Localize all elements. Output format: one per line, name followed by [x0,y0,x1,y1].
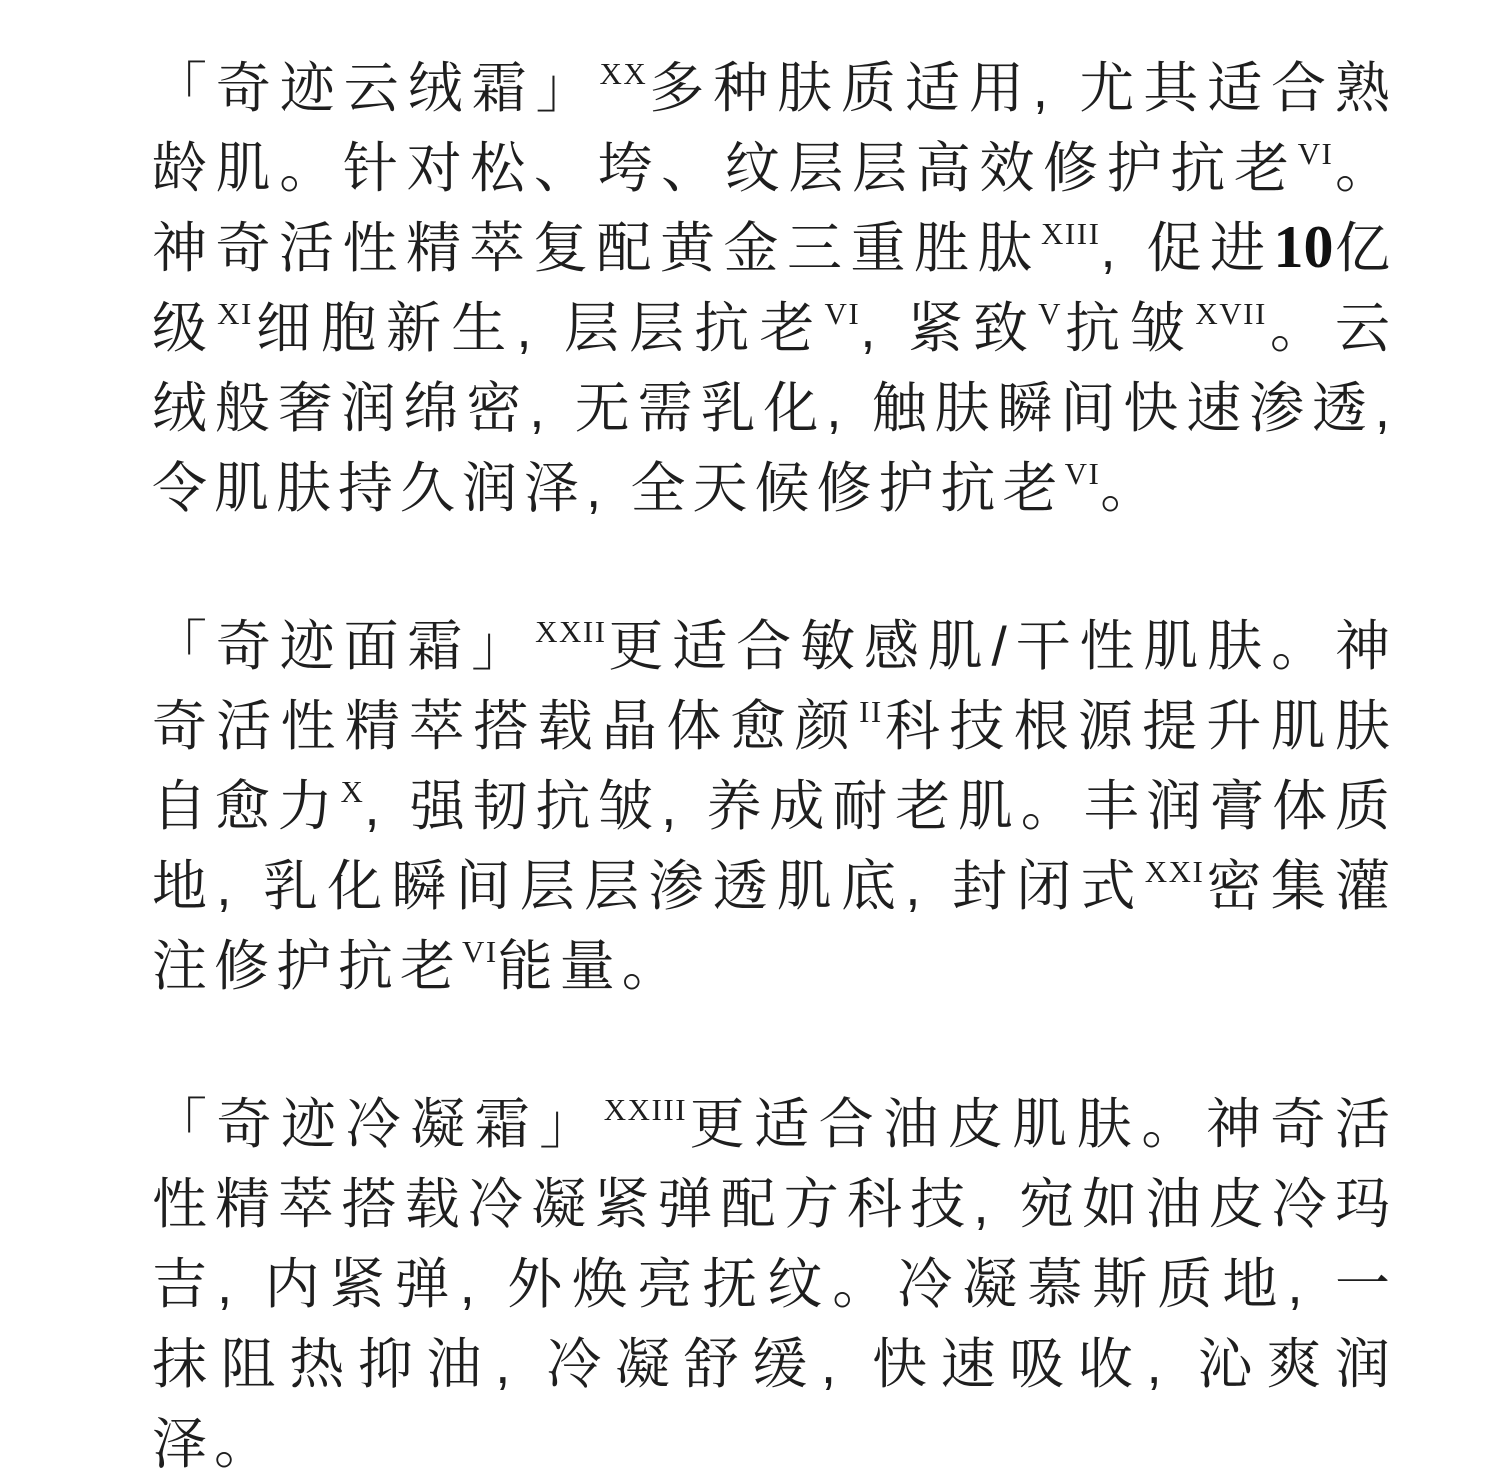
text-run: 科技根源提升肌肤自愈力 [152,695,1397,837]
text-run: , 促进 [1100,217,1274,279]
serif-number: 10 [1273,214,1334,280]
footnote-superscript: VI [1064,456,1101,491]
text-run: 抗皱 [1062,297,1196,359]
text-run: 能量。 [497,935,684,997]
document-body [152,0,1397,1484]
footnote-superscript: VI [462,934,498,969]
footnote-superscript: XXIII [603,1092,688,1127]
footnote-superscript: XVII [1195,296,1267,331]
footnote-superscript: XXI [1144,854,1205,889]
footnote-superscript: V [1038,296,1062,331]
text-run: 。 [1100,457,1163,519]
footnote-superscript: II [859,694,883,729]
text-run: 细胞新生, 层层抗老 [252,297,825,359]
footnote-superscript: VI [1297,136,1334,171]
miracle-face-cream-paragraph [152,606,1397,1006]
text-run: 「奇迹冷凝霜」 [152,1093,604,1155]
text-run: 。神奇活性精萃复配黄金三重胜肽 [152,137,1397,279]
text-run: 「奇迹面霜」 [152,615,536,677]
text-run: 更适合敏感肌/干性肌肤。神奇活性精萃搭载晶体愈颜 [152,615,1397,757]
text-run: 。云绒般奢润绵密, 无需乳化, 触肤瞬间快速渗透, 令肌肤持久润泽, 全天候修护抗老 [152,297,1397,519]
text-run: 「奇迹云绒霜」 [152,57,600,119]
miracle-cold-gel-cream-paragraph [152,1084,1397,1484]
footnote-superscript: XXII [535,614,607,649]
footnote-superscript: X [340,774,365,809]
miracle-cloud-velvet-cream-paragraph [152,48,1397,528]
text-run: , 强韧抗皱, 养成耐老肌。丰润膏体质地, 乳化瞬间层层渗透肌底, 封闭式 [152,775,1397,917]
footnote-superscript: XIII [1041,216,1101,251]
text-run: , 紧致 [860,297,1039,359]
footnote-superscript: VI [824,296,861,331]
text-run: 亿级 [152,217,1397,359]
footnote-superscript: XI [217,296,253,331]
text-run: 更适合油皮肌肤。神奇活性精萃搭载冷凝紧弹配方科技, 宛如油皮冷玛吉, 内紧弹, 外焕亮抚纹。冷凝慕斯质地, 一抹阻热抑油, 冷凝舒缓, 快速吸收, 沁爽润泽。 [152,1093,1397,1475]
footnote-superscript: XX [599,56,648,91]
text-run: 密集灌注修护抗老 [152,855,1397,997]
text-run: 多种肤质适用, 尤其适合熟龄肌。针对松、垮、纹层层高效修护抗老 [152,57,1397,199]
